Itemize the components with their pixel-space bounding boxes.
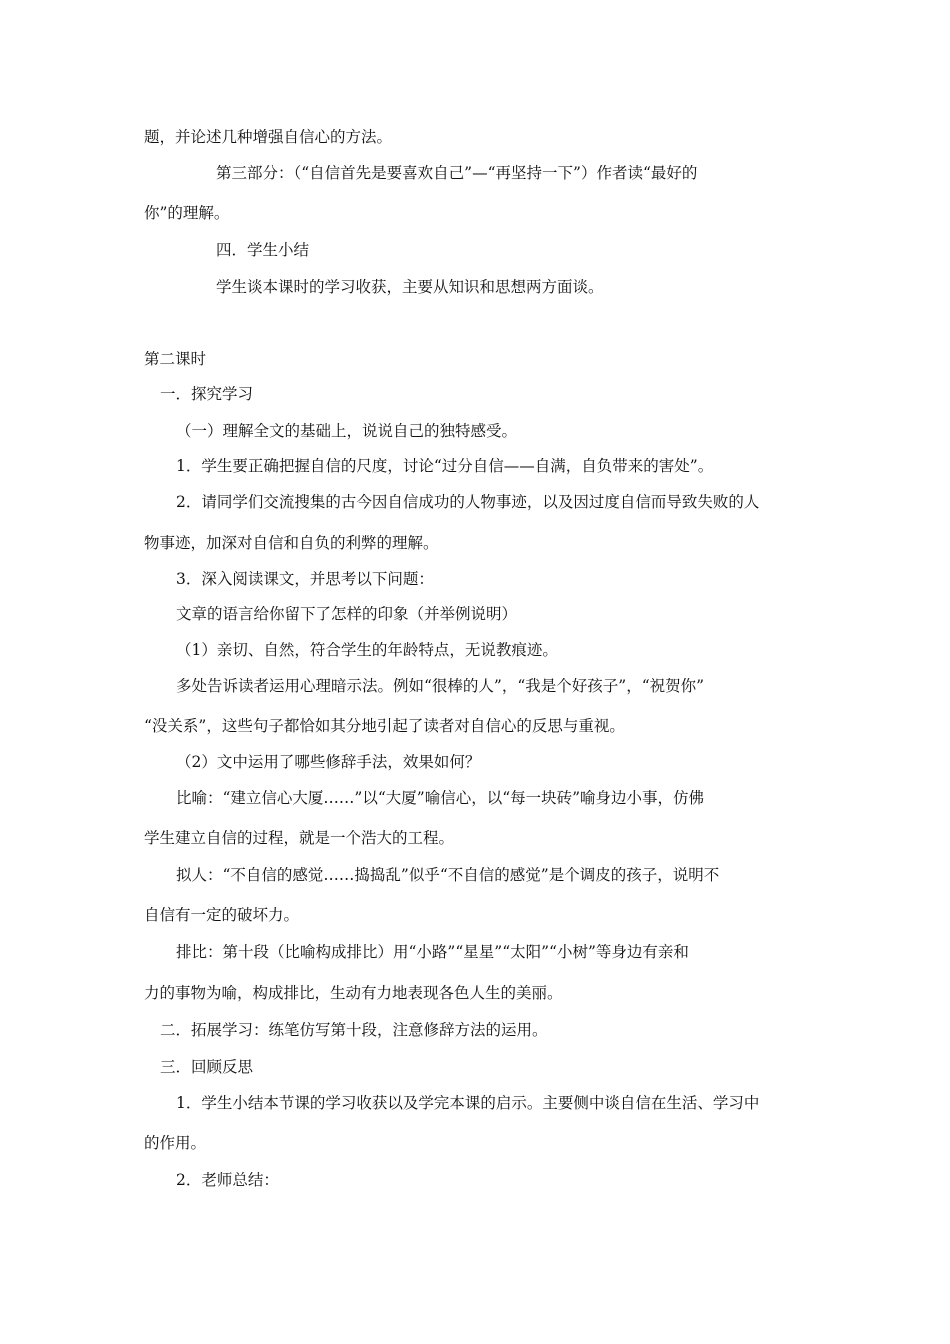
text-line: 三．回顾反思 [160,1058,254,1076]
text-line: 1．学生要正确把握自信的尺度，讨论“过分自信——自满，自负带来的害处”。 [176,457,714,475]
text-line: 拟人：“不自信的感觉……捣捣乱”似乎“不自信的感觉”是个调皮的孩子，说明不 [176,866,720,884]
text-line: 二．拓展学习：练笔仿写第十段，注意修辞方法的运用。 [160,1021,548,1039]
text-line: 物事迹，加深对自信和自负的利弊的理解。 [144,534,439,552]
text-line: 学生建立自信的过程，就是一个浩大的工程。 [144,829,455,847]
text-line: 3．深入阅读课文，并思考以下问题： [176,570,434,588]
text-line: 自信有一定的破坏力。 [144,906,300,924]
text-line: 题，并论述几种增强自信心的方法。 [144,128,393,146]
text-line: 四．学生小结 [216,241,310,259]
text-line: 的作用。 [144,1134,207,1152]
text-line: 比喻：“建立信心大厦……”以“大厦”喻信心，以“每一块砖”喻身边小事，仿佛 [176,789,705,807]
text-line: “没关系”，这些句子都恰如其分地引起了读者对自信心的反思与重视。 [144,717,625,735]
text-line: 力的事物为喻，构成排比，生动有力地表现各色人生的美丽。 [144,984,563,1002]
text-line: 学生谈本课时的学习收获，主要从知识和思想两方面谈。 [216,278,604,296]
text-line: （2）文中运用了哪些修辞手法，效果如何？ [176,753,481,771]
text-line: （1）亲切、自然，符合学生的年龄特点，无说教痕迹。 [176,641,558,659]
text-line: 2．老师总结： [176,1171,279,1189]
text-line: （一）理解全文的基础上，说说自己的独特感受。 [176,422,518,440]
text-line: 一．探究学习 [160,385,254,403]
text-line: 文章的语言给你留下了怎样的印象（并举例说明） [176,605,518,623]
text-line: 排比：第十段（比喻构成排比）用“小路”“星星”“太阳”“小树”等身边有亲和 [176,943,689,961]
text-line: 你”的理解。 [144,204,230,222]
text-line: 多处告诉读者运用心理暗示法。例如“很棒的人”，“我是个好孩子”，“祝贺你” [176,677,705,695]
text-line: 2．请同学们交流搜集的古今因自信成功的人物事迹，以及因过度自信而导致失败的人 [176,493,760,511]
section-heading: 第二课时 [144,350,207,368]
text-line: 1．学生小结本节课的学习收获以及学完本课的启示。主要侧中谈自信在生活、学习中 [176,1094,760,1112]
text-line: 第三部分：（“自信首先是要喜欢自己”—“再坚持一下”）作者读“最好的 [216,164,698,182]
